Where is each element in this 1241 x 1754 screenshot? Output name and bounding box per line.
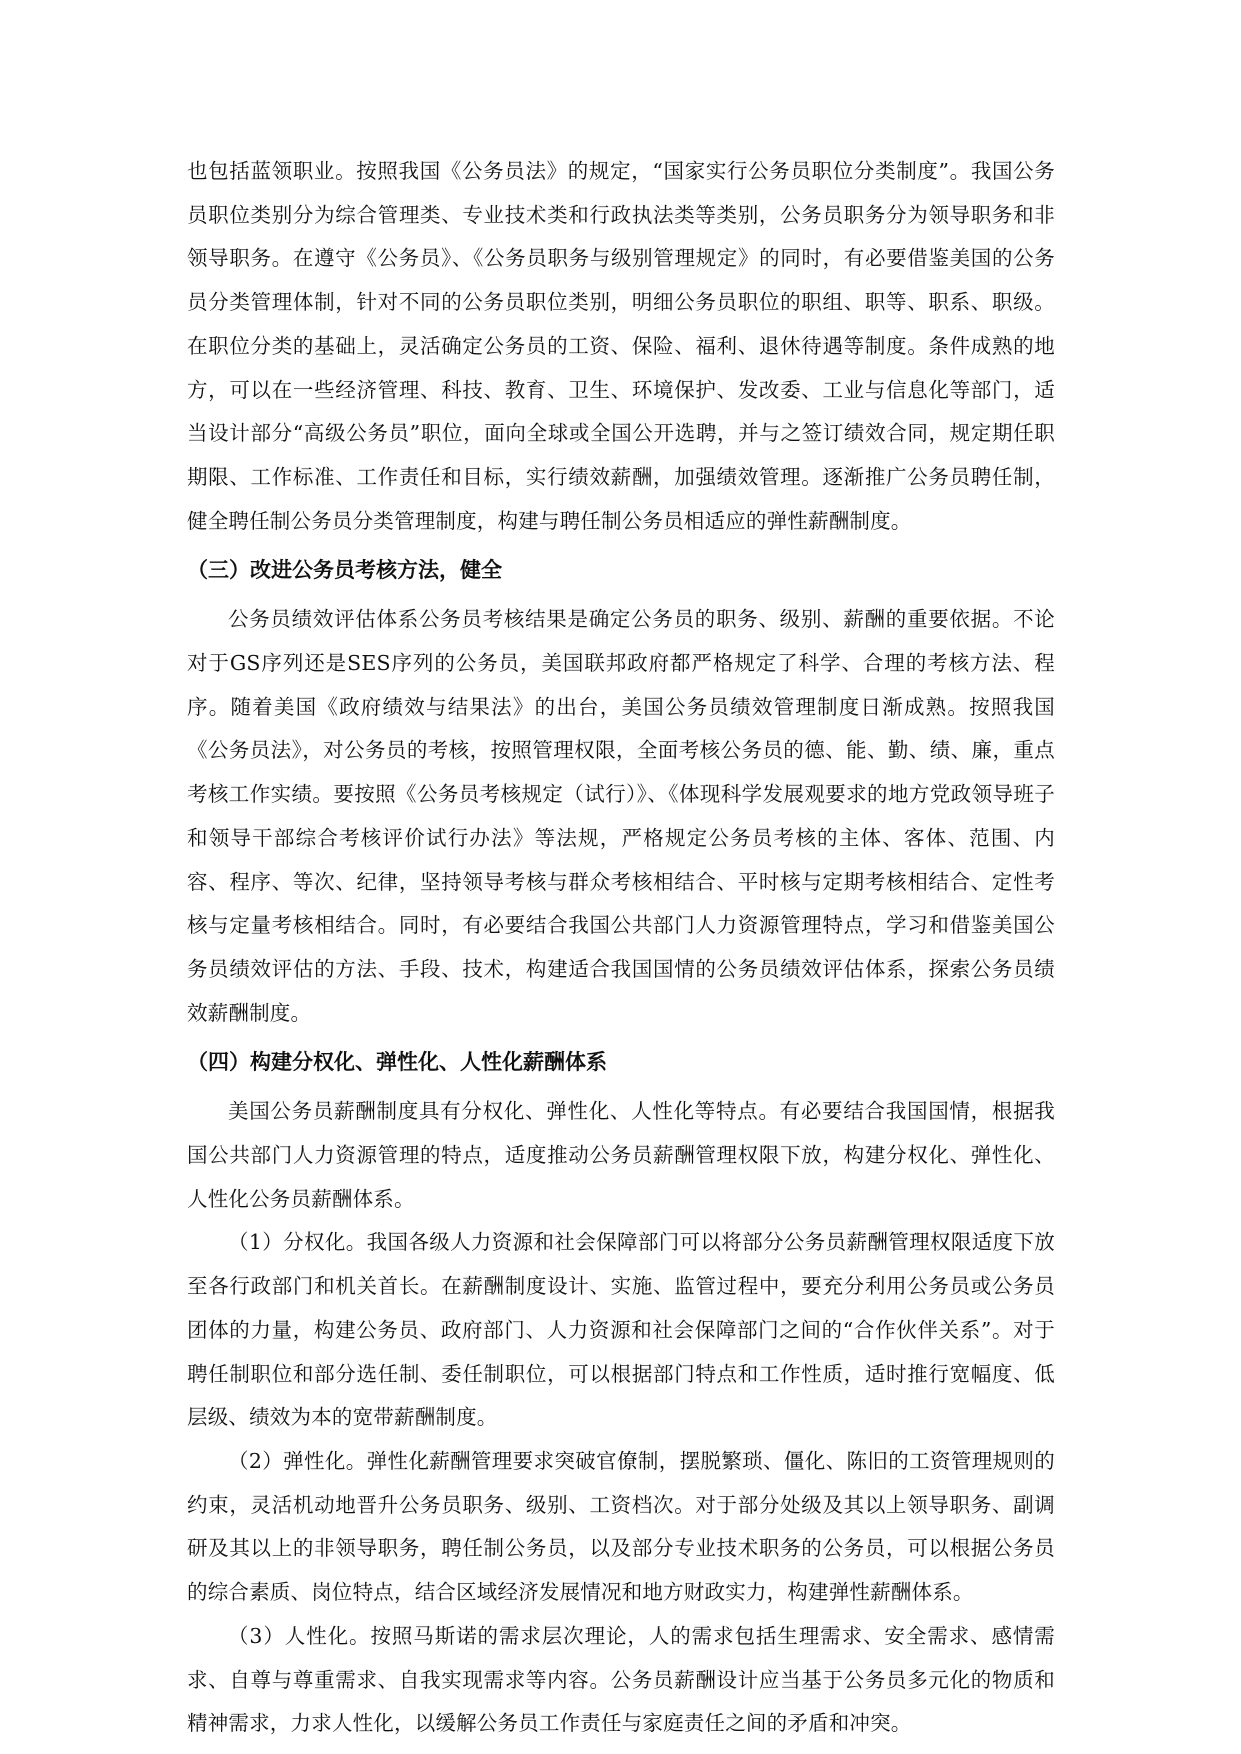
document-page	[187, 150, 1055, 1746]
section-heading-4: （四）构建分权化、弹性化、人性化薪酬体系	[187, 1050, 607, 1075]
paragraph-assessment: 公务员绩效评估体系公务员考核结果是确定公务员的职务、级别、薪酬的重要依据。不论对于GS序列还是SES序列的公务员，美国联邦政府都严格规定了科学、合理的考核方法、程序。随着美国《政府绩效与结果法》的出台，美国公务员绩效管理制度日渐成熟。按照我国《公务员法》，对公务员的考核，按照管理权限，全面考核公务员的德、能、勤、绩、廉，重点考核工作实绩。要按照《公务员考核规定（试行）》、《体现科学发展观要求的地方党政领导班子和领导干部综合考核评价试行办法》等法规，严格规定公务员考核的主体、客体、范围、内容、程序、等次、纪律，坚持领导考核与群众考核相结合、平时核与定期考核相结合、定性考核与定量考核相结合。同时，有必要结合我国公共部门人力资源管理特点，学习和借鉴美国公务员绩效评估的方法、手段、技术，构建适合我国国情的公务员绩效评估体系，探索公务员绩效薪酬制度。	[187, 607, 1055, 1025]
paragraph-classification: 也包括蓝领职业。按照我国《公务员法》的规定，“国家实行公务员职位分类制度”。我国公务员职位类别分为综合管理类、专业技术类和行政执法类等类别，公务员职务分为领导职务和非领导职务。在遵守《公务员》、《公务员职务与级别管理规定》的同时，有必要借鉴美国的公务员分类管理体制，针对不同的公务员职位类别，明细公务员职位的职组、职等、职系、职级。在职位分类的基础上，灵活确定公务员的工资、保险、福利、退休待遇等制度。条件成熟的地方，可以在一些经济管理、科技、教育、卫生、环境保护、发改委、工业与信息化等部门，适当设计部分“高级公务员”职位，面向全球或全国公开选聘，并与之签订绩效合同，规定期任职期限、工作标准、工作责任和目标，实行绩效薪酬，加强绩效管理。逐渐推广公务员聘任制，健全聘任制公务员分类管理制度，构建与聘任制公务员相适应的弹性薪酬制度。	[187, 159, 1055, 533]
section-heading-3: （三）改进公务员考核方法，健全	[187, 558, 502, 583]
paragraph-flexibility: （2）弹性化。弹性化薪酬管理要求突破官僚制，摆脱繁琐、僵化、陈旧的工资管理规则的约束，灵活机动地晋升公务员职务、级别、工资档次。对于部分处级及其以上领导职务、副调研及其以上的非领导职务，聘任制公务员，以及部分专业技术职务的公务员，可以根据公务员的综合素质、岗位特点，结合区域经济发展情况和地方财政实力，构建弹性薪酬体系。	[187, 1448, 1055, 1605]
paragraph-salary-intro: 美国公务员薪酬制度具有分权化、弹性化、人性化等特点。有必要结合我国国情，根据我国公共部门人力资源管理的特点，适度推动公务员薪酬管理权限下放，构建分权化、弹性化、人性化公务员薪酬体系。	[187, 1099, 1055, 1211]
paragraph-humanization: （3）人性化。按照马斯诺的需求层次理论，人的需求包括生理需求、安全需求、感情需求、自尊与尊重需求、自我实现需求等内容。公务员薪酬设计应当基于公务员多元化的物质和精神需求，力求人性化，以缓解公务员工作责任与家庭责任之间的矛盾和冲突。	[187, 1623, 1055, 1736]
paragraph-decentralization: （1）分权化。我国各级人力资源和社会保障部门可以将部分公务员薪酬管理权限适度下放至各行政部门和机关首长。在薪酬制度设计、实施、监管过程中，要充分利用公务员或公务员团体的力量，构建公务员、政府部门、人力资源和社会保障部门之间的“合作伙伴关系”。对于聘任制职位和部分选任制、委任制职位，可以根据部门特点和工作性质，适时推行宽幅度、低层级、绩效为本的宽带薪酬制度。	[187, 1230, 1055, 1430]
